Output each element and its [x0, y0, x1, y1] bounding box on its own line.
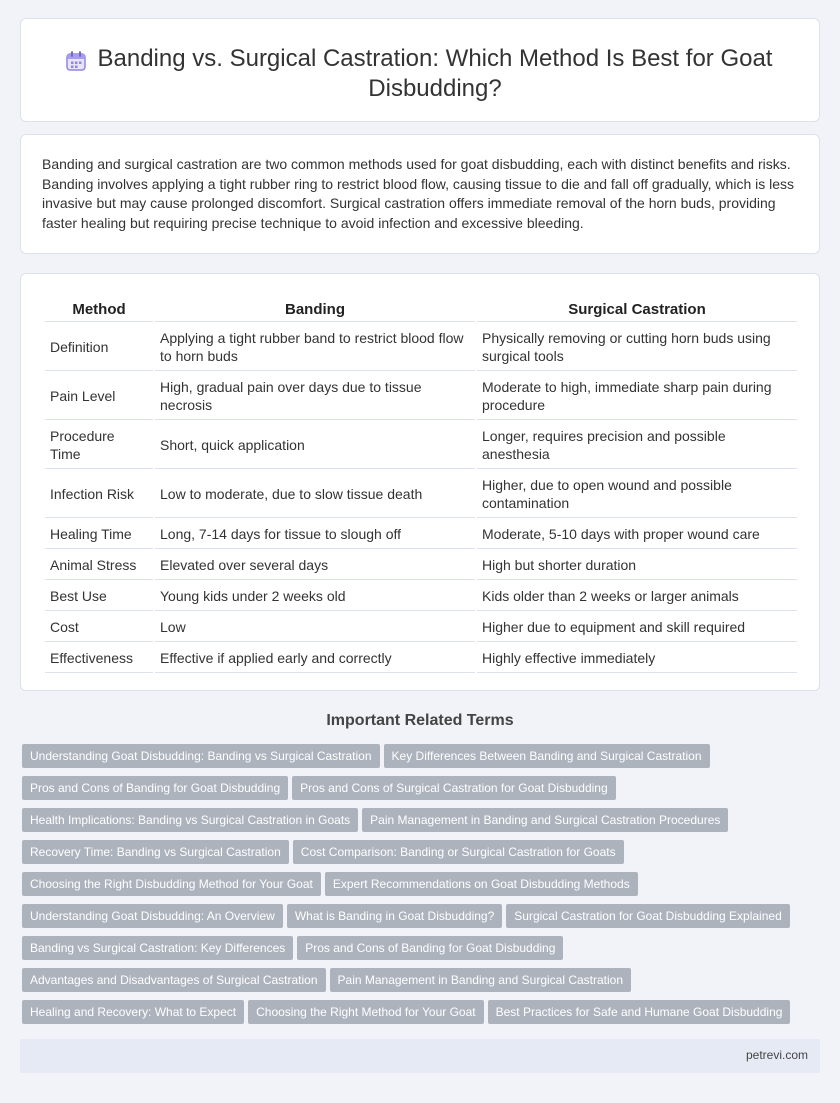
tag-row	[22, 776, 822, 808]
surgical-cell: Moderate, 5-10 days with proper wound care	[477, 520, 797, 549]
related-term-link[interactable]: Pros and Cons of Banding for Goat Disbudding	[297, 936, 563, 960]
banding-cell: Low	[155, 613, 475, 642]
surgical-cell: Highly effective immediately	[477, 644, 797, 673]
row-label: Definition	[45, 324, 153, 371]
comparison-card	[20, 273, 820, 691]
table-row	[45, 520, 797, 549]
table-row	[45, 613, 797, 642]
related-term-link[interactable]: Choosing the Right Disbudding Method for Your Goat	[22, 872, 321, 896]
related-term-link[interactable]: Pros and Cons of Banding for Goat Disbudding	[22, 776, 288, 800]
related-term-link[interactable]: Surgical Castration for Goat Disbudding Explained	[506, 904, 789, 928]
related-term-link[interactable]: Expert Recommendations on Goat Disbudding Methods	[325, 872, 638, 896]
tag-row	[22, 936, 822, 968]
page-title: Banding vs. Surgical Castration: Which Method Is Best for Goat Disbudding?	[97, 45, 773, 102]
related-term-link[interactable]: Health Implications: Banding vs Surgical Castration in Goats	[22, 808, 358, 832]
column-header-banding: Banding	[155, 298, 475, 322]
title-card	[20, 18, 820, 122]
banding-cell: High, gradual pain over days due to tissue necrosis	[155, 373, 475, 420]
tag-row	[22, 904, 822, 936]
surgical-cell: Moderate to high, immediate sharp pain during procedure	[477, 373, 797, 420]
column-header-surgical: Surgical Castration	[477, 298, 797, 322]
banding-cell: Effective if applied early and correctly	[155, 644, 475, 673]
banding-cell: Young kids under 2 weeks old	[155, 582, 475, 611]
tag-row	[22, 744, 822, 776]
row-label: Effectiveness	[45, 644, 153, 673]
table-row	[45, 471, 797, 518]
row-label: Procedure Time	[45, 422, 153, 469]
table-row	[45, 644, 797, 673]
related-term-link[interactable]: Understanding Goat Disbudding: Banding vs Surgical Castration	[22, 744, 380, 768]
surgical-cell: Physically removing or cutting horn buds using surgical tools	[477, 324, 797, 371]
surgical-cell: Kids older than 2 weeks or larger animals	[477, 582, 797, 611]
table-row	[45, 324, 797, 371]
column-header-method: Method	[45, 298, 153, 322]
row-label: Animal Stress	[45, 551, 153, 580]
row-label: Infection Risk	[45, 471, 153, 518]
surgical-cell: High but shorter duration	[477, 551, 797, 580]
row-label: Best Use	[45, 582, 153, 611]
table-row	[45, 551, 797, 580]
tag-row	[22, 968, 822, 1000]
related-term-link[interactable]: Key Differences Between Banding and Surgical Castration	[384, 744, 710, 768]
surgical-cell: Higher due to equipment and skill required	[477, 613, 797, 642]
related-term-link[interactable]: Pain Management in Banding and Surgical Castration	[330, 968, 632, 992]
table-row	[45, 373, 797, 420]
related-terms-heading: Important Related Terms	[326, 712, 514, 729]
related-term-link[interactable]: Banding vs Surgical Castration: Key Differences	[22, 936, 293, 960]
footer	[20, 1039, 820, 1073]
table-row	[45, 422, 797, 469]
banding-cell: Applying a tight rubber band to restrict blood flow to horn buds	[155, 324, 475, 371]
row-label: Pain Level	[45, 373, 153, 420]
related-term-link[interactable]: Choosing the Right Method for Your Goat	[248, 1000, 483, 1024]
tag-row	[22, 840, 822, 872]
related-terms-list	[22, 744, 822, 1032]
banding-cell: Short, quick application	[155, 422, 475, 469]
related-term-link[interactable]: What is Banding in Goat Disbudding?	[287, 904, 502, 928]
related-term-link[interactable]: Healing and Recovery: What to Expect	[22, 1000, 244, 1024]
related-term-link[interactable]: Recovery Time: Banding vs Surgical Castration	[22, 840, 289, 864]
row-label: Cost	[45, 613, 153, 642]
related-term-link[interactable]: Advantages and Disadvantages of Surgical Castration	[22, 968, 326, 992]
related-term-link[interactable]: Understanding Goat Disbudding: An Overview	[22, 904, 283, 928]
related-term-link[interactable]: Cost Comparison: Banding or Surgical Castration for Goats	[293, 840, 624, 864]
banding-cell: Low to moderate, due to slow tissue death	[155, 471, 475, 518]
banding-cell: Elevated over several days	[155, 551, 475, 580]
row-label: Healing Time	[45, 520, 153, 549]
tag-row	[22, 1000, 822, 1032]
surgical-cell: Longer, requires precision and possible anesthesia	[477, 422, 797, 469]
tag-row	[22, 872, 822, 904]
banding-cell: Long, 7-14 days for tissue to slough off	[155, 520, 475, 549]
intro-paragraph: Banding and surgical castration are two common methods used for goat disbudding, each with distinct benefits and risks. Banding involves applying a tight rubber ring to restrict blood flow, causing tissue to die and fall off gradually, which is less invasive but may cause prolonged discomfort. Surgical castration offers immediate removal of the horn buds, providing faster healing but requiring precise technique to avoid infection and excessive bleeding.	[42, 156, 795, 231]
footer-site-link[interactable]: petrevi.com	[745, 1048, 808, 1062]
intro-card	[20, 134, 820, 254]
related-term-link[interactable]: Pain Management in Banding and Surgical Castration Procedures	[362, 808, 728, 832]
tag-row	[22, 808, 822, 840]
related-term-link[interactable]: Pros and Cons of Surgical Castration for Goat Disbudding	[292, 776, 616, 800]
comparison-table	[43, 296, 799, 675]
table-row	[45, 582, 797, 611]
related-term-link[interactable]: Best Practices for Safe and Humane Goat Disbudding	[488, 1000, 791, 1024]
surgical-cell: Higher, due to open wound and possible contamination	[477, 471, 797, 518]
